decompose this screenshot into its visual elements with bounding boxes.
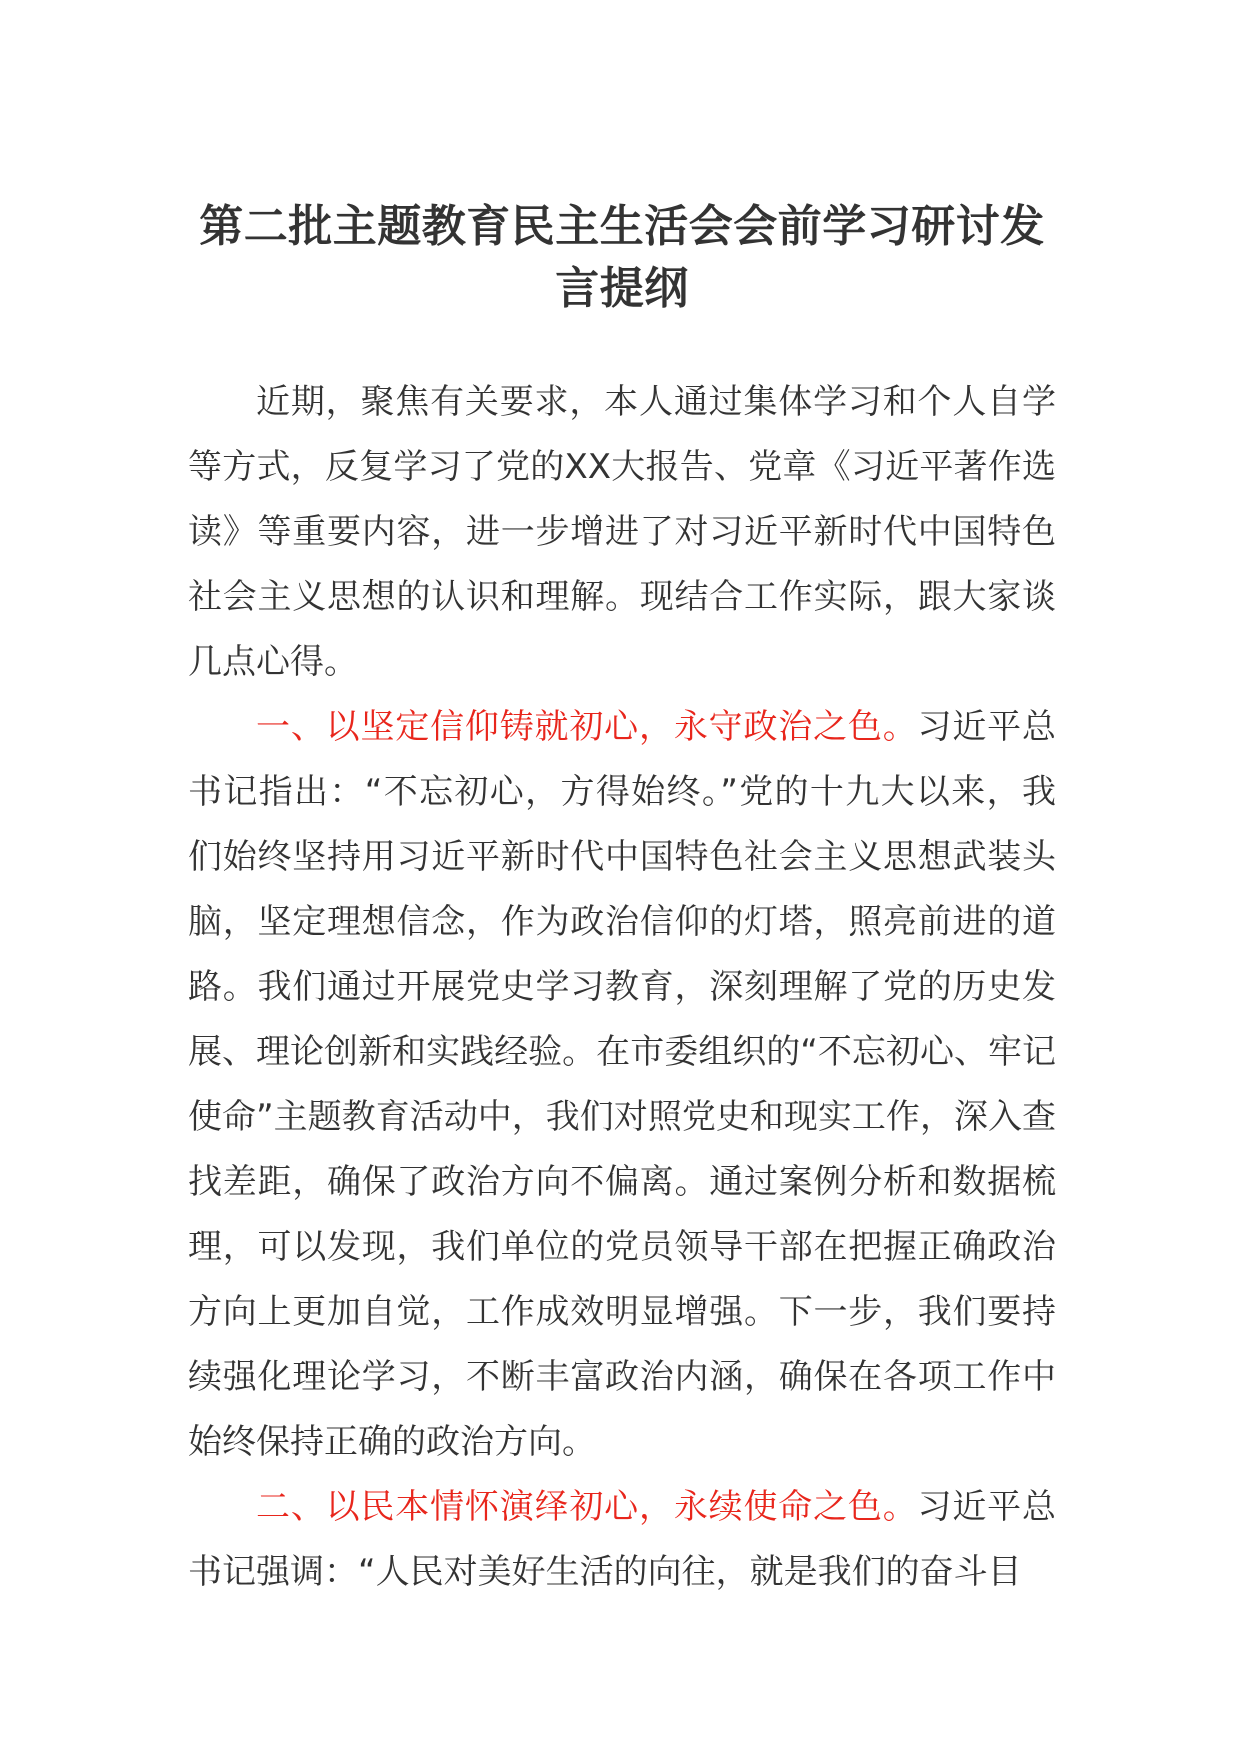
- intro-paragraph: [188, 370, 1056, 695]
- section-two-heading: 二、以民本情怀演绎初心，永续使命之色。: [256, 1487, 918, 1527]
- document-title: 第二批主题教育民主生活会会前学习研讨发言提纲: [199, 201, 1045, 314]
- section-two-text: 习近平总书记强调：“人民对美好生活的向往，就是我们的奋斗目: [188, 1487, 1057, 1592]
- section-one-text: 习近平总书记指出：“不忘初心，方得始终。”党的十九大以来，我们始终坚持用习近平新时代中国特色社会主义思想武装头脑，坚定理想信念，作为政治信仰的灯塔，照亮前进的道路。我们通过开展党史学习教育，深刻理解了党的历史发展、理论创新和实践经验。在市委组织的“不忘初心、牢记使命”主题教育活动中，我们对照党史和现实工作，深入查找差距，确保了政治方向不偏离。通过案例分析和数据梳理，可以发现，我们单位的党员领导干部在把握正确政治方向上更加自觉，工作成效明显增强。下一步，我们要持续强化理论学习，不断丰富政治内涵，确保在各项工作中始终保持正确的政治方向。: [188, 707, 1057, 1462]
- section-one-paragraph: [188, 695, 1056, 1475]
- document-page: [188, 196, 1056, 1605]
- section-two-paragraph: [188, 1475, 1056, 1605]
- section-one-heading: 一、以坚定信仰铸就初心，永守政治之色。: [256, 707, 918, 747]
- paragraph-text: 近期，聚焦有关要求，本人通过集体学习和个人自学等方式，反复学习了党的XX大报告、党章《习近平著作选读》等重要内容，进一步增进了对习近平新时代中国特色社会主义思想的认识和理解。现结合工作实际，跟大家谈几点心得。: [188, 382, 1056, 682]
